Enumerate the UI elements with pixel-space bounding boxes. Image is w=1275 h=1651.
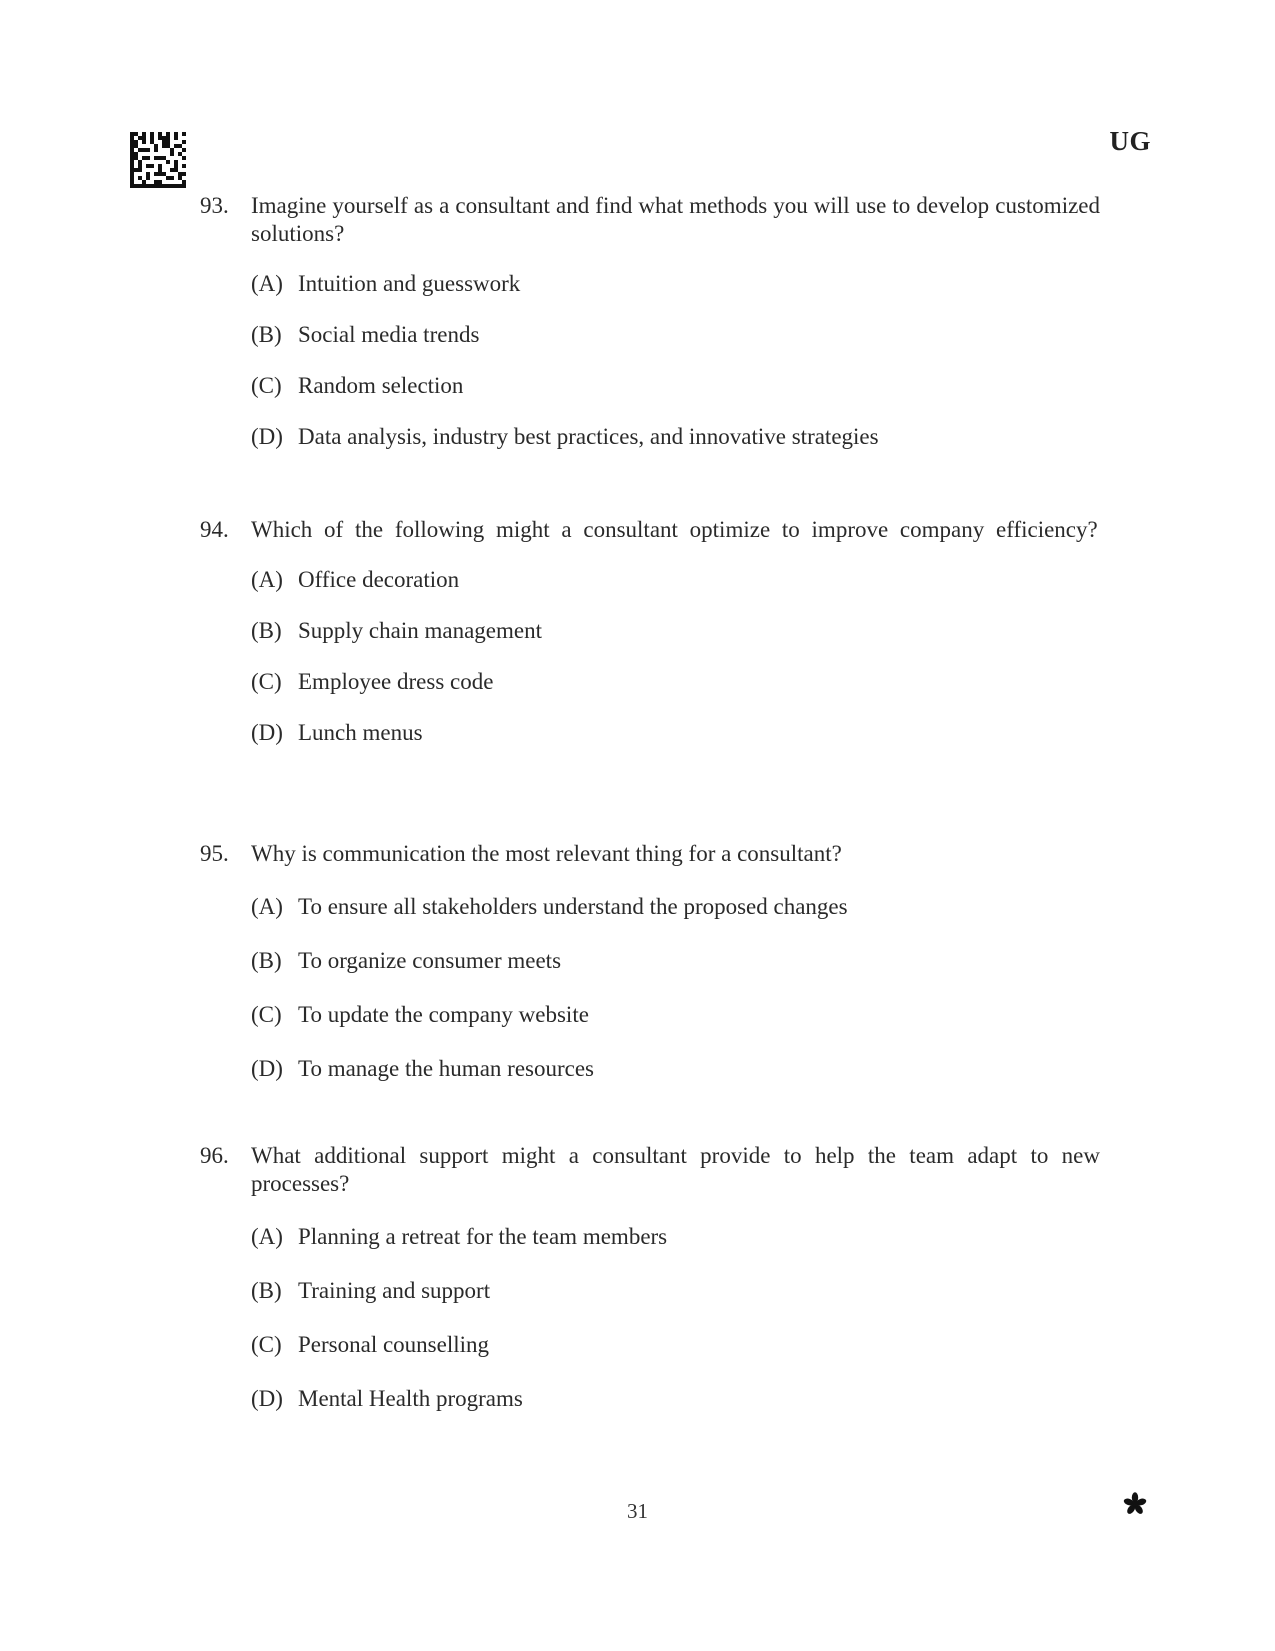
option-letter: (A): [251, 894, 283, 919]
option-b: [251, 947, 1100, 975]
option-text: To manage the human resources: [298, 1056, 595, 1081]
options-list: [251, 566, 1100, 747]
options-list: [251, 893, 1100, 1083]
question-number: 94.: [200, 517, 229, 542]
asterisk-icon: [1122, 1491, 1148, 1517]
option-c: [251, 668, 1100, 696]
option-letter: (D): [251, 1386, 283, 1411]
option-letter: (B): [251, 1278, 282, 1303]
option-text: Personal counselling: [298, 1332, 489, 1357]
question-number: 96.: [200, 1143, 229, 1168]
question-stem: [200, 840, 1100, 868]
option-text: Lunch menus: [298, 720, 423, 745]
option-letter: (C): [251, 1002, 282, 1027]
barcode-icon: [130, 132, 186, 188]
option-text: Planning a retreat for the team members: [298, 1224, 668, 1249]
question-stem: [200, 516, 1100, 544]
option-text: To update the company website: [298, 1002, 589, 1027]
option-c: [251, 1001, 1100, 1029]
option-letter: (C): [251, 1332, 282, 1357]
option-letter: (A): [251, 567, 283, 592]
question-93: [200, 192, 1100, 451]
option-c: [251, 372, 1100, 400]
question-text: Which of the following might a consultant optimize to improve company efficiency?: [251, 517, 1098, 542]
option-text: To organize consumer meets: [298, 948, 562, 973]
options-list: [251, 1223, 1100, 1413]
option-letter: (B): [251, 618, 282, 643]
option-letter: (D): [251, 720, 283, 745]
question-95: [200, 840, 1100, 1083]
option-a: [251, 1223, 1100, 1251]
option-d: [251, 1385, 1100, 1413]
option-letter: (C): [251, 669, 282, 694]
option-b: [251, 321, 1100, 349]
option-text: Employee dress code: [298, 669, 494, 694]
page-number: 31: [627, 1499, 648, 1523]
question-stem: [200, 192, 1100, 248]
question-text: Imagine yourself as a consultant and find what methods you will use to develop customized solutions?: [251, 193, 1100, 246]
question-number: 93.: [200, 193, 229, 218]
option-a: [251, 893, 1100, 921]
question-96: [200, 1142, 1100, 1413]
question-number: 95.: [200, 841, 229, 866]
series-code: UG: [1109, 126, 1151, 156]
option-d: [251, 719, 1100, 747]
option-text: Random selection: [298, 373, 464, 398]
option-letter: (A): [251, 271, 283, 296]
question-stem: [200, 1142, 1100, 1198]
option-a: [251, 566, 1100, 594]
option-b: [251, 617, 1100, 645]
option-text: Intuition and guesswork: [298, 271, 521, 296]
option-text: To ensure all stakeholders understand the proposed changes: [298, 894, 848, 919]
option-text: Mental Health programs: [298, 1386, 523, 1411]
options-list: [251, 270, 1100, 451]
question-text: What additional support might a consultant provide to help the team adapt to new processes?: [251, 1143, 1100, 1196]
option-letter: (D): [251, 1056, 283, 1081]
option-text: Supply chain management: [298, 618, 542, 643]
option-c: [251, 1331, 1100, 1359]
option-a: [251, 270, 1100, 298]
option-letter: (D): [251, 424, 283, 449]
option-letter: (B): [251, 322, 282, 347]
option-text: Data analysis, industry best practices, and innovative strategies: [298, 424, 879, 449]
option-text: Office decoration: [298, 567, 460, 592]
option-letter: (A): [251, 1224, 283, 1249]
option-b: [251, 1277, 1100, 1305]
option-d: [251, 1055, 1100, 1083]
question-94: [200, 516, 1100, 747]
option-letter: (C): [251, 373, 282, 398]
option-letter: (B): [251, 948, 282, 973]
question-text: Why is communication the most relevant thing for a consultant?: [251, 841, 842, 866]
option-text: Training and support: [298, 1278, 491, 1303]
option-text: Social media trends: [298, 322, 480, 347]
option-d: [251, 423, 1100, 451]
